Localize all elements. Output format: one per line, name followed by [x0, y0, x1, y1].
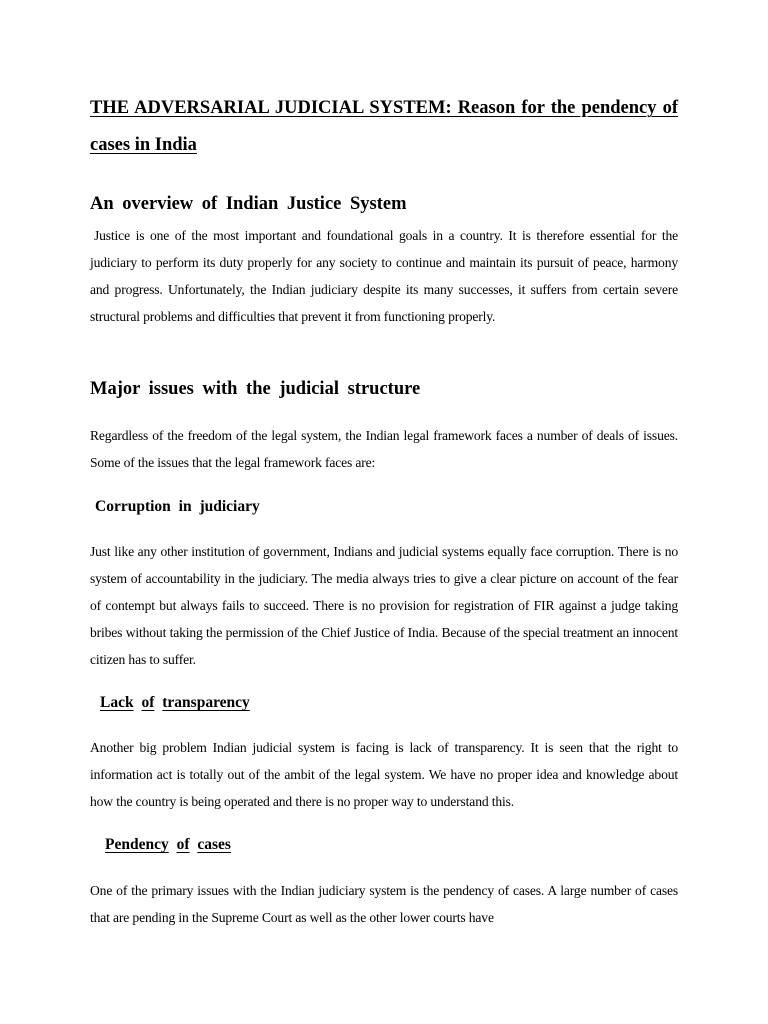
section-heading-pendency	[105, 834, 231, 856]
section-heading-major-issues: Major issues with the judicial structure	[90, 379, 421, 399]
heading-word: of	[141, 694, 155, 711]
section-body-transparency: Another big problem Indian judicial system is facing is lack of transparency. It is seen that the right to information act is totally out of the ambit of the legal system. We have no proper idea and knowledge about how the country is being operated and there is no proper way to understand this.	[90, 740, 678, 809]
heading-word: Pendency	[105, 836, 169, 853]
section-heading-corruption: Corruption in judiciary	[95, 498, 260, 515]
section-body-corruption: Just like any other institution of government, Indians and judicial systems equally face corruption. There is no system of accountability in the judiciary. The media always tries to give a clear picture on account of the fear of contempt but always fails to succeed. There is no provision for registration of FIR against a judge taking bribes without taking the permission of the Chief Justice of India. Because of the special treatment an innocent citizen has to suffer.	[90, 544, 678, 667]
heading-word: cases	[197, 836, 231, 853]
section-body-overview: Justice is one of the most important and foundational goals in a country. It is therefore essential for the judiciary to perform its duty properly for any society to continue and maintain its pursuit of peace, harmony and progress. Unfortunately, the Indian judiciary despite its many successes, it suffers from certain severe structural problems and difficulties that prevent it from functioning properly.	[90, 228, 678, 324]
document-title: THE ADVERSARIAL JUDICIAL SYSTEM: Reason for the pendency of cases in India	[90, 98, 678, 155]
heading-word: Lack	[100, 694, 134, 711]
section-heading-overview: An overview of Indian Justice System	[90, 194, 407, 214]
section-body-pendency: One of the primary issues with the Indian judiciary system is the pendency of cases. A large number of cases that are pending in the Supreme Court as well as the other lower courts have	[90, 883, 678, 925]
heading-word: transparency	[162, 694, 250, 711]
section-heading-transparency	[100, 692, 250, 714]
heading-word: of	[176, 836, 190, 853]
section-body-major-issues: Regardless of the freedom of the legal system, the Indian legal framework faces a number of deals of issues. Some of the issues that the legal framework faces are:	[90, 428, 678, 470]
